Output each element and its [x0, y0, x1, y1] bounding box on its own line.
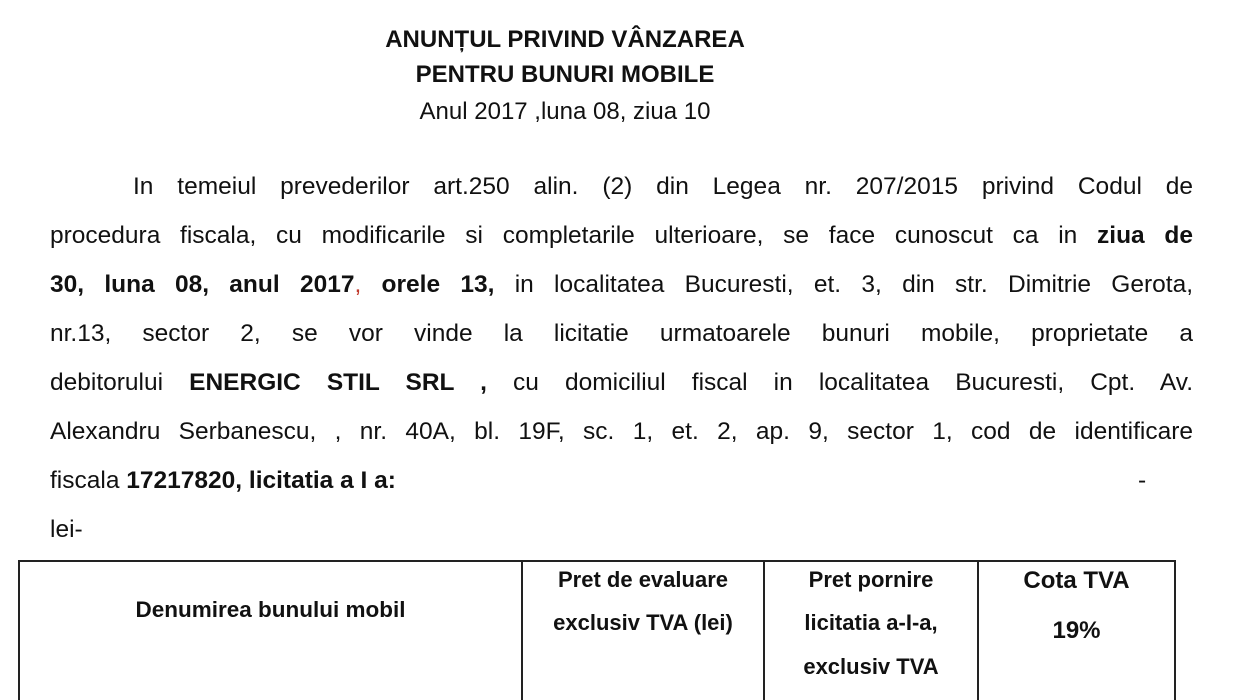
paragraph-line-6: Alexandru Serbanescu, , nr. 40A, bl. 19F, sc. 1, et. 2, ap. 9, sector 1, cod de identificare [50, 418, 1193, 445]
column-header: licitatia a-I-a, [804, 610, 938, 635]
auction-day-label: ziua de [1097, 222, 1194, 249]
comma: , [354, 271, 362, 298]
paragraph-line-1: In temeiul prevederilor art.250 alin. (2) din Legea nr. 207/2015 privind Codul de [133, 173, 1193, 200]
announcement-date: Anul 2017 ,luna 08, ziua 10 [419, 98, 711, 125]
announcement-title-line1: ANUNȚUL PRIVIND VÂNZAREA [385, 26, 745, 53]
column-header: 19% [1052, 617, 1101, 644]
debtor-name: ENERGIC STIL SRL , [189, 369, 487, 396]
column-evaluation-price [523, 562, 765, 700]
debtor-address: cu domiciliul fiscal in localitatea Bucuresti, Cpt. Av. [486, 369, 1193, 396]
paragraph-text: procedura fiscala, cu modificarile si completarile ulterioare, se face cunoscut ca in [50, 222, 1098, 249]
goods-table [18, 560, 1176, 700]
column-header: exclusiv TVA [803, 654, 939, 679]
paragraph-text: fiscala [50, 467, 127, 494]
column-header: exclusiv TVA (lei) [553, 610, 733, 635]
column-starting-price [765, 562, 979, 700]
announcement-title-line2: PENTRU BUNURI MOBILE [415, 61, 715, 88]
paragraph-text: debitorului [50, 369, 190, 396]
paragraph-line-2 [50, 221, 1193, 251]
paragraph-line-3 [50, 270, 1193, 300]
column-header: Pret de evaluare [558, 567, 728, 592]
column-header: Denumirea bunului mobil [135, 597, 406, 622]
column-header: Pret pornire [808, 567, 934, 592]
column-header: Cota TVA [1023, 567, 1130, 594]
auction-location: in localitatea Bucuresti, et. 3, din str. Dimitrie Gerota, [494, 271, 1193, 298]
column-vat-rate [979, 562, 1176, 700]
paragraph-line-7 [50, 466, 1193, 496]
column-goods-name [20, 562, 523, 700]
dash: - [1138, 467, 1147, 494]
paragraph-line-5 [50, 368, 1193, 398]
paragraph-line-8: lei- [50, 516, 83, 543]
auction-date: 30, luna 08, anul 2017 [50, 271, 355, 298]
paragraph-line-4: nr.13, sector 2, se vor vinde la licitatie urmatoarele bunuri mobile, proprietate a [50, 320, 1193, 347]
auction-hour: orele 13, [361, 271, 495, 298]
fiscal-code: 17217820, licitatia a I a: [126, 467, 396, 494]
